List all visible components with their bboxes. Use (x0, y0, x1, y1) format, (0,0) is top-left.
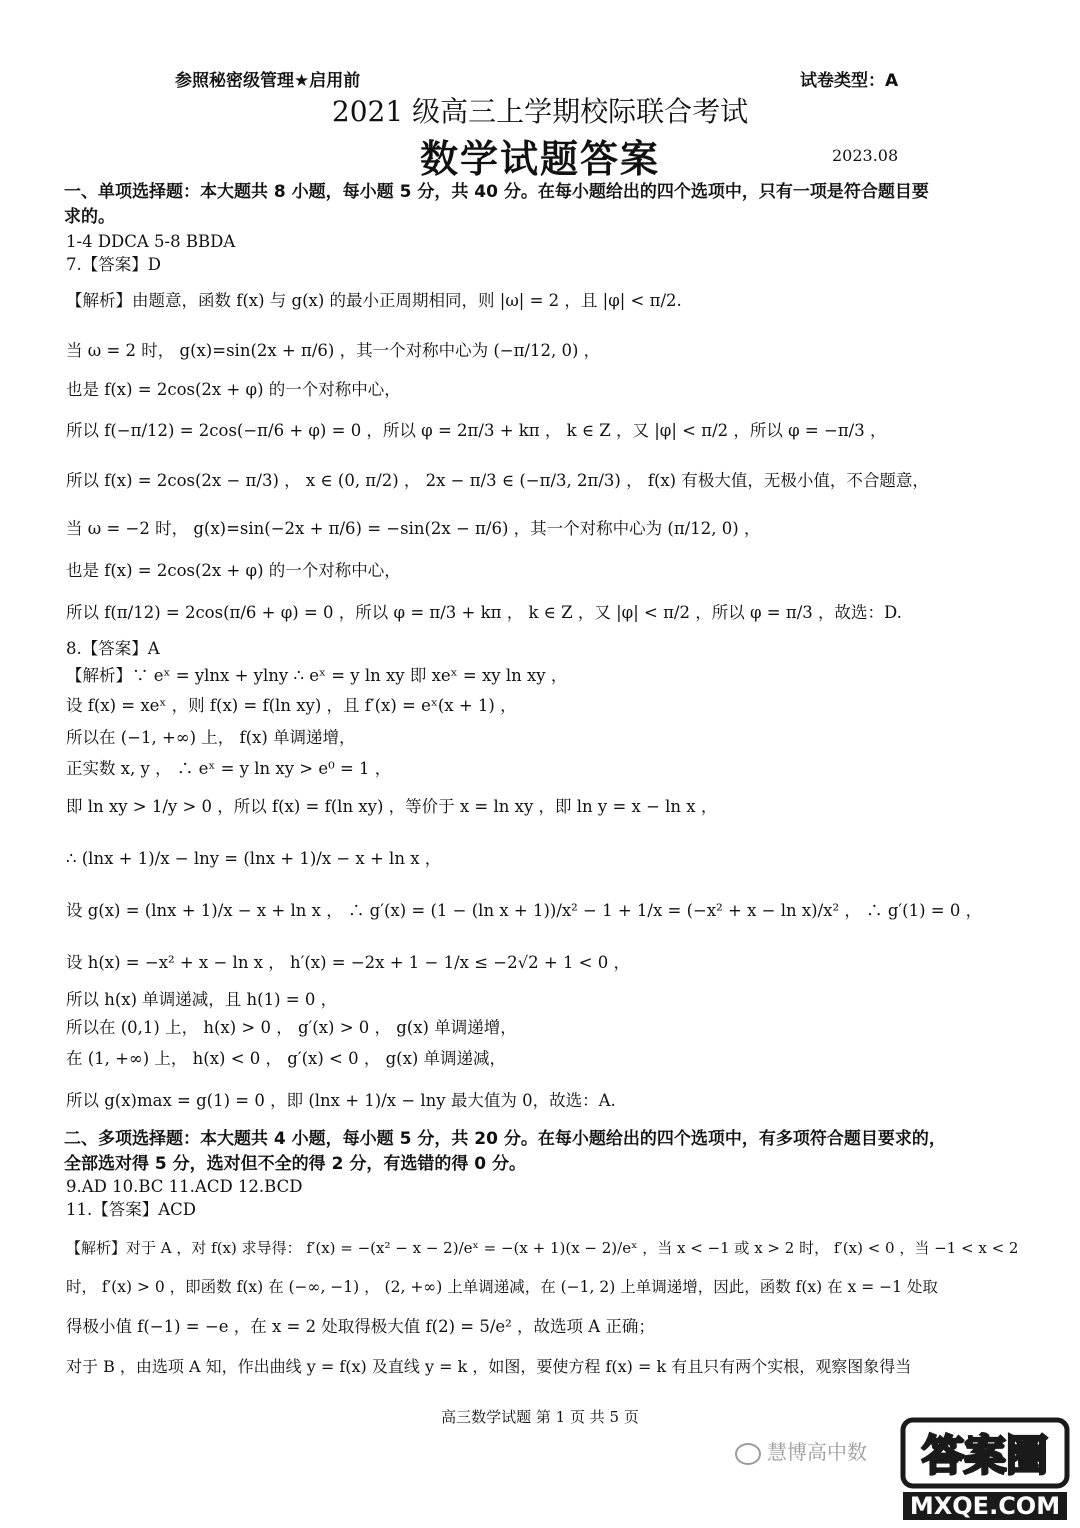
logo-text: 答案圈 (921, 1431, 1049, 1480)
paper-type-label: 试卷类型：A (800, 71, 899, 91)
q11-answer: 11.【答案】ACD (66, 1200, 197, 1219)
q8-solution-line: 正实数 x, y ， ∴ eˣ = y ln xy > e⁰ = 1 ， (66, 759, 392, 778)
answer-circle-logo (895, 1412, 1075, 1524)
q8-solution-line: 所以 g(x)max = g(1) = 0 ，即 (lnx + 1)/x − lny 最大值为 0，故选：A. (66, 1091, 616, 1110)
logo-url: MXQE.COM (909, 1492, 1061, 1520)
q7-solution-line: 所以 f(x) = 2cos(2x − π/3) ， x ∈ (0, π/2) ， 2x − π/3 ∈ (−π/3, 2π/3) ， f(x) 有极大值，无极小值，不合题意， (66, 471, 929, 490)
section-1-heading-cont: 求的。 (64, 207, 115, 227)
section-2-answer-key: 9.AD 10.BC 11.ACD 12.BCD (66, 1177, 303, 1196)
page-footer: 高三数学试题 第 1 页 共 5 页 (441, 1408, 639, 1426)
q8-answer: 8.【答案】A (66, 639, 160, 658)
watermark-text: 慧博高中数 (767, 1440, 867, 1464)
q8-solution-line: 所以在 (0,1) 上， h(x) > 0 ， g′(x) > 0 ， g(x) 单调递增， (66, 1018, 517, 1037)
q8-solution-line: 设 f(x) = xeˣ ，则 f(x) = f(ln xy) ，且 f′(x) = eˣ(x + 1) ， (66, 696, 517, 715)
q7-solution-line: 所以 f(−π/12) = 2cos(−π/6 + φ) = 0 ，所以 φ = 2π/3 + kπ ， k ∈ Z ，又 |φ| < π/2 ，所以 φ = −π/3 ， (66, 421, 887, 440)
exam-date: 2023.08 (832, 146, 899, 165)
q7-solution-line: 所以 f(π/12) = 2cos(π/6 + φ) = 0 ，所以 φ = π/3 + kπ ， k ∈ Z ，又 |φ| < π/2 ，所以 φ = π/3 ，故选：D. (66, 603, 902, 622)
q8-solution-line: 所以在 (−1, +∞) 上， f(x) 单调递增， (66, 728, 356, 747)
q8-solution-line: 【解析】∵ eˣ = ylnx + ylny ∴ eˣ = y ln xy 即 xeˣ = xy ln xy ， (66, 666, 568, 685)
section-1-answer-key: 1-4 DDCA 5-8 BBDA (66, 232, 236, 251)
q8-solution-line: 在 (1, +∞) 上， h(x) < 0 ， g′(x) < 0 ， g(x) 单调递减， (66, 1049, 507, 1068)
q7-solution-line: 也是 f(x) = 2cos(2x + φ) 的一个对称中心， (66, 380, 401, 399)
q7-solution-line: 也是 f(x) = 2cos(2x + φ) 的一个对称中心， (66, 561, 401, 580)
q8-solution-line: ∴ (lnx + 1)/x − lny = (lnx + 1)/x − x + ln x ， (66, 849, 442, 868)
q8-solution-line: 即 ln xy > 1/y > 0 ，所以 f(x) = f(ln xy) ，等价于 x = ln xy ，即 ln y = x − ln x ， (66, 797, 718, 816)
q7-solution-line: 【解析】由题意，函数 f(x) 与 g(x) 的最小正周期相同，则 |ω| = 2 ，且 |φ| < π/2. (66, 291, 682, 310)
q8-solution-line: 设 h(x) = −x² + x − ln x ， h′(x) = −2x + 1 − 1/x ≤ −2√2 + 1 < 0 ， (66, 953, 630, 972)
q11-solution-line: 【解析】对于 A ，对 f(x) 求导得： f′(x) = −(x² − x − 2)/eˣ = −(x + 1)(x − 2)/eˣ ，当 x < −1 或 x > 2 时， f′(x) < 0 ，当 −1 < x < 2 (66, 1239, 1019, 1257)
page-title: 数学试题答案 (419, 137, 660, 181)
q8-solution-line: 设 g(x) = (lnx + 1)/x − x + ln x ， ∴ g′(x) = (1 − (ln x + 1))/x² − 1 + 1/x = (−x² + x − ln x)/x² ， ∴ g′(1) = 0 ， (66, 901, 983, 920)
section-1-heading: 一、单项选择题：本大题共 8 小题，每小题 5 分，共 40 分。在每小题给出的四个选项中，只有一项是符合题目要 (64, 182, 929, 202)
q11-solution-line: 得极小值 f(−1) = −e ，在 x = 2 处取得极大值 f(2) = 5/e² ，故选项 A 正确； (66, 1317, 655, 1336)
q7-solution-line: 当 ω = 2 时， g(x)=sin(2x + π/6) ，其一个对称中心为 (−π/12, 0) ， (66, 341, 601, 360)
wechat-icon (735, 1443, 761, 1465)
section-2-heading-cont: 全部选对得 5 分，选对但不全的得 2 分，有选错的得 0 分。 (64, 1154, 526, 1174)
q8-solution-line: 所以 h(x) 单调递减，且 h(1) = 0 ， (66, 990, 338, 1009)
wechat-watermark (735, 1436, 867, 1465)
confidentiality-label: 参照秘密级管理★启用前 (175, 71, 361, 91)
q11-solution-line: 对于 B ，由选项 A 知，作出曲线 y = f(x) 及直线 y = k ，如图，要使方程 f(x) = k 有且只有两个实根，观察图象得当 (66, 1357, 912, 1376)
q7-answer: 7.【答案】D (66, 255, 161, 274)
q7-solution-line: 当 ω = −2 时， g(x)=sin(−2x + π/6) = −sin(2x − π/6) ，其一个对称中心为 (π/12, 0) ， (66, 519, 761, 538)
q11-solution-line: 时， f′(x) > 0 ，即函数 f(x) 在 (−∞, −1) ， (2, +∞) 上单调递减，在 (−1, 2) 上单调递增，因此，函数 f(x) 在 x = −1 处取 (66, 1278, 938, 1296)
section-2-heading: 二、多项选择题：本大题共 4 小题，每小题 5 分，共 20 分。在每小题给出的四个选项中，有多项符合题目要求的， (64, 1129, 946, 1149)
exam-title: 2021 级高三上学期校际联合考试 (331, 95, 749, 128)
